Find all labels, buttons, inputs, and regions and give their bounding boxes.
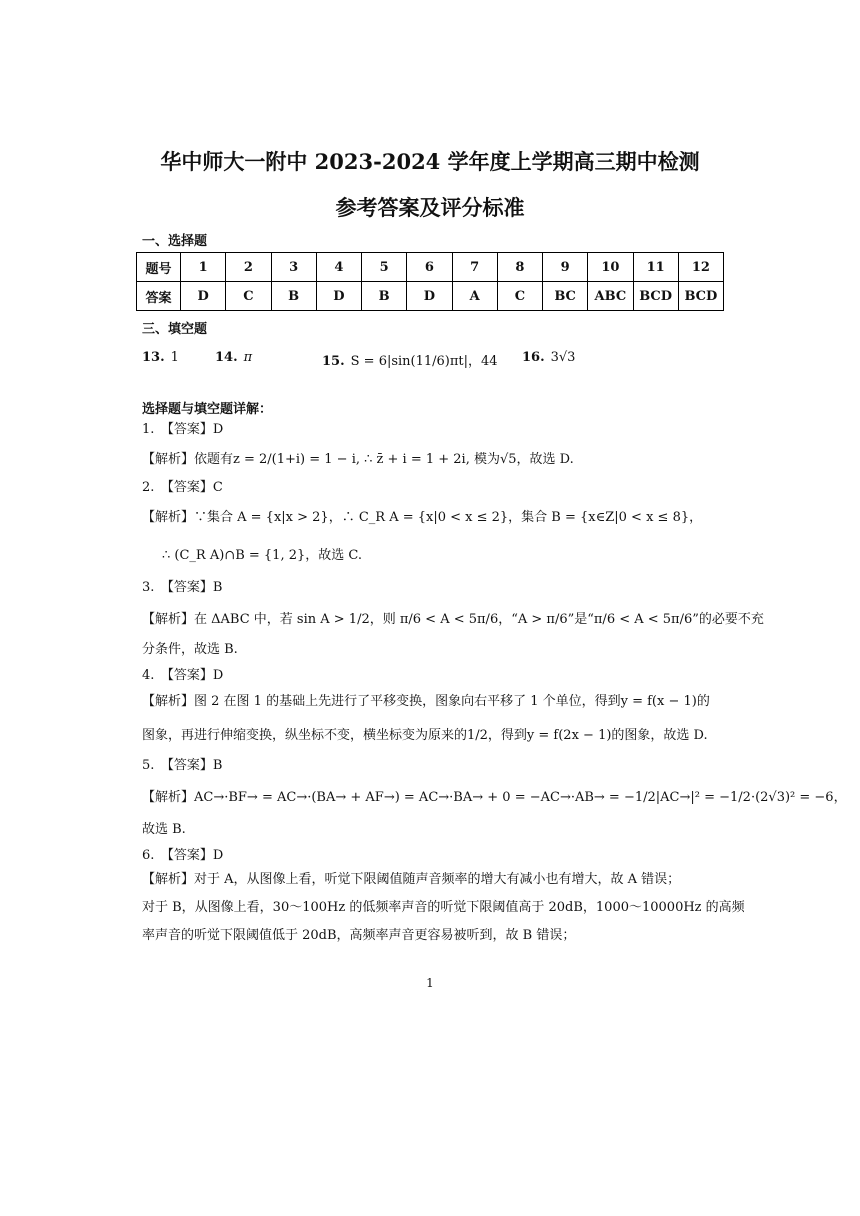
table-cell: B	[271, 282, 316, 311]
table-cell: D	[316, 282, 361, 311]
table-cell: ABC	[588, 282, 633, 311]
item-answer-line: 4. 【答案】D	[142, 668, 224, 683]
table-cell: 4	[316, 253, 361, 282]
table-cell: BC	[543, 282, 588, 311]
answer-text: 1	[170, 350, 179, 365]
question-number: 14.	[215, 350, 238, 365]
table-cell: 2	[226, 253, 271, 282]
item-explanation-line: 故选 B.	[142, 822, 186, 837]
item-explanation-line: 率声音的听觉下限阈值低于 20dB，高频率声音更容易被听到，故 B 错误；	[142, 928, 576, 943]
document-subtitle: 参考答案及评分标准	[335, 195, 525, 220]
fill-answer-15	[322, 350, 498, 369]
item-explanation-line: 【解析】∵集合 A = {x|x > 2}，∴ C_R A = {x|0 < x ≤ 2}，集合 B = {x∈Z|0 < x ≤ 8}，	[142, 510, 703, 525]
item-explanation-line: 【解析】AC→·BF→ = AC→·(BA→ + AF→) = AC→·BA→ + 0 = −AC→·AB→ = −1/2|AC→|² = −1/2·(2√3)² = −6，	[142, 790, 847, 805]
table-cell: 9	[543, 253, 588, 282]
table-cell: C	[497, 282, 542, 311]
item-explanation-line: 图象，再进行伸缩变换，纵坐标不变，横坐标变为原来的1/2，得到y = f(2x − 1)的图象，故选 D.	[142, 728, 708, 743]
section-heading-choice: 一、选择题	[142, 234, 208, 249]
table-cell: 5	[362, 253, 407, 282]
table-header-label: 题号	[137, 253, 181, 282]
table-row-numbers	[137, 253, 724, 282]
item-explanation-line: ∴ (C_R A)∩B = {1, 2}，故选 C.	[162, 548, 363, 563]
table-cell: D	[407, 282, 452, 311]
question-number: 13.	[142, 350, 165, 365]
question-number: 16.	[522, 350, 545, 365]
fill-answer-14	[215, 350, 252, 365]
table-cell: 12	[678, 253, 723, 282]
item-explanation-line: 【解析】图 2 在图 1 的基础上先进行了平移变换，图象向右平移了 1 个单位，得到y = f(x − 1)的	[142, 694, 710, 709]
answer-text: π	[243, 350, 253, 365]
question-number: 15.	[322, 354, 345, 369]
table-cell: 3	[271, 253, 316, 282]
fill-answer-16	[522, 350, 575, 365]
table-cell: 7	[452, 253, 497, 282]
answer-table	[136, 252, 724, 311]
table-cell: BCD	[678, 282, 723, 311]
table-cell: B	[362, 282, 407, 311]
item-answer-line: 1. 【答案】D	[142, 422, 224, 437]
answer-text: 3√3	[550, 350, 576, 365]
fill-answer-13	[142, 350, 179, 365]
table-cell: D	[181, 282, 226, 311]
section-heading-fill: 三、填空题	[142, 322, 208, 337]
explanations-heading: 选择题与填空题详解：	[142, 402, 273, 417]
item-answer-line: 3. 【答案】B	[142, 580, 223, 595]
table-row-answers	[137, 282, 724, 311]
item-answer-line: 6. 【答案】D	[142, 848, 224, 863]
item-explanation-line: 【解析】对于 A，从图像上看，听觉下限阈值随声音频率的增大有减小也有增大，故 A 错误；	[142, 872, 681, 887]
item-answer-line: 2. 【答案】C	[142, 480, 223, 495]
item-answer-line: 5. 【答案】B	[142, 758, 223, 773]
table-cell: A	[452, 282, 497, 311]
table-cell: 1	[181, 253, 226, 282]
page-number: 1	[426, 976, 434, 990]
document-title: 华中师大一附中 2023-2024 学年度上学期高三期中检测	[160, 149, 700, 174]
table-cell: BCD	[633, 282, 678, 311]
table-answer-label: 答案	[137, 282, 181, 311]
item-explanation-line: 【解析】依题有z = 2/(1+i) = 1 − i, ∴ z̄ + i = 1 + 2i, 模为√5，故选 D.	[142, 452, 574, 467]
table-cell: C	[226, 282, 271, 311]
table-cell: 8	[497, 253, 542, 282]
table-cell: 10	[588, 253, 633, 282]
answer-text: S = 6|sin(11/6)πt|，44	[350, 354, 498, 369]
table-cell: 11	[633, 253, 678, 282]
item-explanation-line: 对于 B，从图像上看，30～100Hz 的低频率声音的听觉下限阈值高于 20dB，1000～10000Hz 的高频	[142, 900, 745, 915]
item-explanation-line: 【解析】在 ΔABC 中，若 sin A > 1/2，则 π/6 < A < 5π/6，“A > π/6”是“π/6 < A < 5π/6”的必要不充	[142, 612, 764, 627]
table-cell: 6	[407, 253, 452, 282]
item-explanation-line: 分条件，故选 B.	[142, 642, 238, 657]
